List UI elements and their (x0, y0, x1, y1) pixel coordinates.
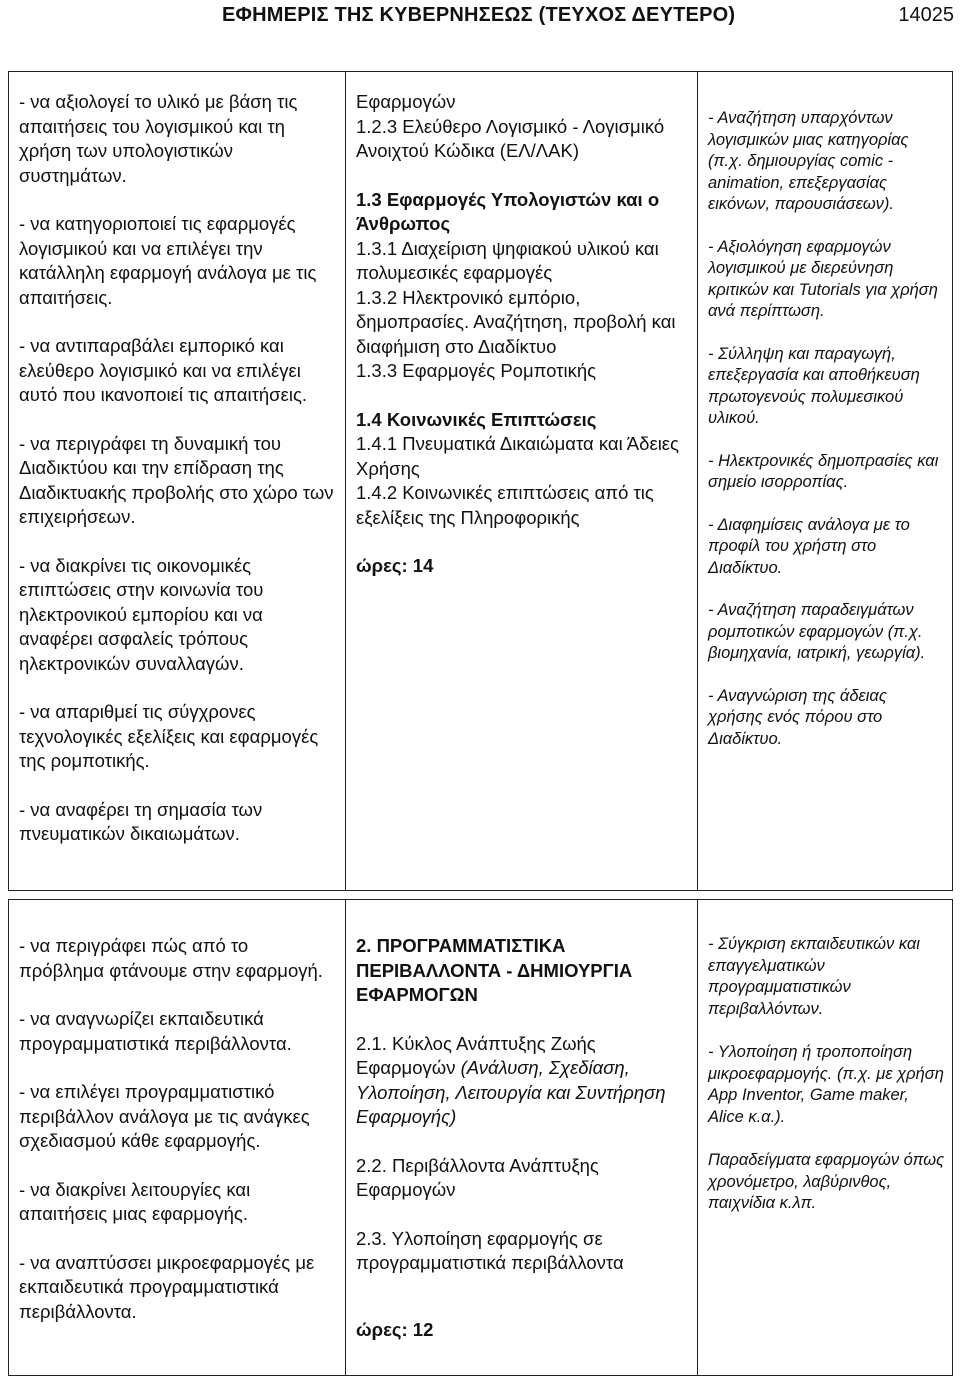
section-1-3-title: 1.3 Εφαρμογές Υπολογιστών και ο Άνθρωπος (356, 188, 660, 234)
section-1-3-2: 1.3.2 Ηλεκτρονικό εμπόριο, δημοπρασίες. Αναζήτηση, προβολή και διαφήμιση στο Διαδίκτυο (356, 286, 676, 357)
activities-column (698, 900, 953, 1376)
section-2-1-label: 2.1. Κύκλος Ανάπτυξης Ζωής Εφαρμογών (356, 1032, 596, 1078)
activity-item: - Σύλληψη και παραγωγή, επεξεργασία και αποθήκευση πρωτογενούς πολυμεσικού υλικού. (708, 344, 920, 427)
activity-item: - Σύγκριση εκπαιδευτικών και επαγγελματικών προγραμματιστικών περιβαλλόντων. (708, 935, 920, 1018)
objective-item: - να διακρίνει τις οικονομικές επιπτώσεις στην κοινωνία του ηλεκτρονικού εμπορίου και να αναφέρει ασφαλείς τρόπους ηλεκτρονικών συναλλαγών. (19, 554, 264, 674)
section-2-3: 2.3. Υλοποίηση εφαρμογής σε προγραμματιστικά περιβάλλοντα (356, 1227, 624, 1273)
activity-item: - Αναζήτηση παραδειγμάτων ρομποτικών εφαρμογών (π.χ. βιομηχανία, ιατρική, γεωργία). (708, 601, 926, 662)
objective-item: - να επιλέγει προγραμματιστικό περιβάλλον ανάλογα με τις ανάγκες σχεδιασμού κάθε εφαρμογής. (19, 1081, 310, 1151)
hours-label: ώρες: 14 (356, 555, 434, 576)
content-line: Εφαρμογών (356, 91, 456, 112)
objective-item: - να διακρίνει λειτουργίες και απαιτήσεις μιας εφαρμογής. (19, 1178, 251, 1224)
section-2-1 (356, 1032, 689, 1130)
section-1-3-3: 1.3.3 Εφαρμογές Ρομποτικής (356, 360, 597, 381)
objectives-column (9, 900, 346, 1376)
section-1-4-1: 1.4.1 Πνευματικά Δικαιώματα και Άδειες Χρήσης (356, 433, 679, 479)
activity-item: - Αναζήτηση υπαρχόντων λογισμικών μιας κατηγορίας (π.χ. δημιουργίας comic - animation, επεξεργασίας εικόνων, παρουσιάσεων). (708, 109, 909, 213)
activity-item: Παραδείγματα εφαρμογών όπως χρονόμετρο, λαβύρινθος, παιχνίδια κ.λπ. (708, 1151, 945, 1212)
objective-item: - να αναπτύσσει μικροεφαρμογές με εκπαιδευτικά προγραμματιστικά περιβάλλοντα. (19, 1251, 315, 1322)
activities-column (698, 72, 953, 891)
section-2-title: 2. ΠΡΟΓΡΑΜΜΑΤΙΣΤΙΚΑ ΠΕΡΙΒΑΛΛΟΝΤΑ - ΔΗΜΙΟΥΡΓΙΑ ΕΦΑΡΜΟΓΩΝ (356, 935, 633, 1005)
activity-item: - Ηλεκτρονικές δημοπρασίες και σημείο ισορροπίας. (708, 451, 939, 491)
objective-item: - να αναφέρει τη σημασία των πνευματικών δικαιωμάτων. (19, 798, 263, 844)
hours-label: ώρες: 12 (356, 1318, 434, 1340)
section-1-4-title: 1.4 Κοινωνικές Επιπτώσεις (356, 408, 597, 430)
table-row (9, 900, 953, 1376)
section-2-2: 2.2. Περιβάλλοντα Ανάπτυξης Εφαρμογών (356, 1154, 599, 1200)
objective-item: - να αναγνωρίζει εκπαιδευτικά προγραμματιστικά περιβάλλοντα. (19, 1008, 292, 1054)
section-2-1-details: (Ανάλυση, Σχεδίαση, Υλοποίηση, Λειτουργία και Συντήρηση Εφαρμογής) (356, 1057, 666, 1127)
objective-item: - να απαριθμεί τις σύγχρονες τεχνολογικές εξελίξεις και εφαρμογές της ρομποτικής. (19, 701, 319, 771)
activity-item: - Αναγνώριση της άδειας χρήσης ενός πόρου στο Διαδίκτυο. (708, 686, 887, 748)
section-1-3-1: 1.3.1 Διαχείριση ψηφιακού υλικού και πολυμεσικές εφαρμογές (356, 237, 659, 283)
gazette-title: ΕΦΗΜΕΡΙΣ ΤΗΣ ΚΥΒΕΡΝΗΣΕΩΣ (ΤΕΥΧΟΣ ΔΕΥΤΕΡΟ) (222, 4, 736, 26)
curriculum-table-1 (8, 71, 953, 891)
activity-item: - Αξιολόγηση εφαρμογών λογισμικού με διερεύνηση κριτικών και Tutorials για χρήση ανά περίπτωση. (708, 237, 938, 320)
curriculum-table-2 (8, 899, 953, 1376)
objective-item: - να περιγράφει τη δυναμική του Διαδικτύου και την επίδραση της Διαδικτυακής προβολής στο χώρο των επιχειρήσεων. (19, 432, 334, 527)
table-row (9, 72, 953, 891)
activity-item: - Διαφημίσεις ανάλογα με το προφίλ του χρήστη στο Διαδίκτυο. (708, 515, 910, 577)
content-column (346, 72, 698, 891)
objective-item: - να αξιολογεί το υλικό με βάση τις απαιτήσεις του λογισμικού και τη χρήση των υπολογιστικών συστημάτων. (19, 91, 298, 186)
section-1-2-3: 1.2.3 Ελεύθερο Λογισμικό - Λογισμικό Ανοιχτού Κώδικα (ΕΛ/ΛΑΚ) (356, 115, 665, 161)
page-number: 14025 (898, 4, 954, 26)
section-1-4-2: 1.4.2 Κοινωνικές επιπτώσεις από τις εξελίξεις της Πληροφορικής (356, 482, 654, 528)
objective-item: - να περιγράφει πώς από το πρόβλημα φτάνουμε στην εφαρμογή. (19, 935, 323, 981)
activity-item: - Υλοποίηση ή τροποποίηση μικροεφαρμογής. (π.χ. με χρήση App Inventor, Game maker, Alice κ.α.). (708, 1043, 944, 1126)
objectives-column (9, 72, 346, 891)
page-header (0, 0, 960, 36)
objective-item: - να κατηγοριοποιεί τις εφαρμογές λογισμικού και να επιλέγει την κατάλληλη εφαρμογή ανάλογα με τις απαιτήσεις. (19, 213, 317, 308)
content-column (346, 900, 698, 1376)
objective-item: - να αντιπαραβάλει εμπορικό και ελεύθερο λογισμικό και να επιλέγει αυτό που ικανοποιεί τις απαιτήσεις. (19, 335, 308, 405)
